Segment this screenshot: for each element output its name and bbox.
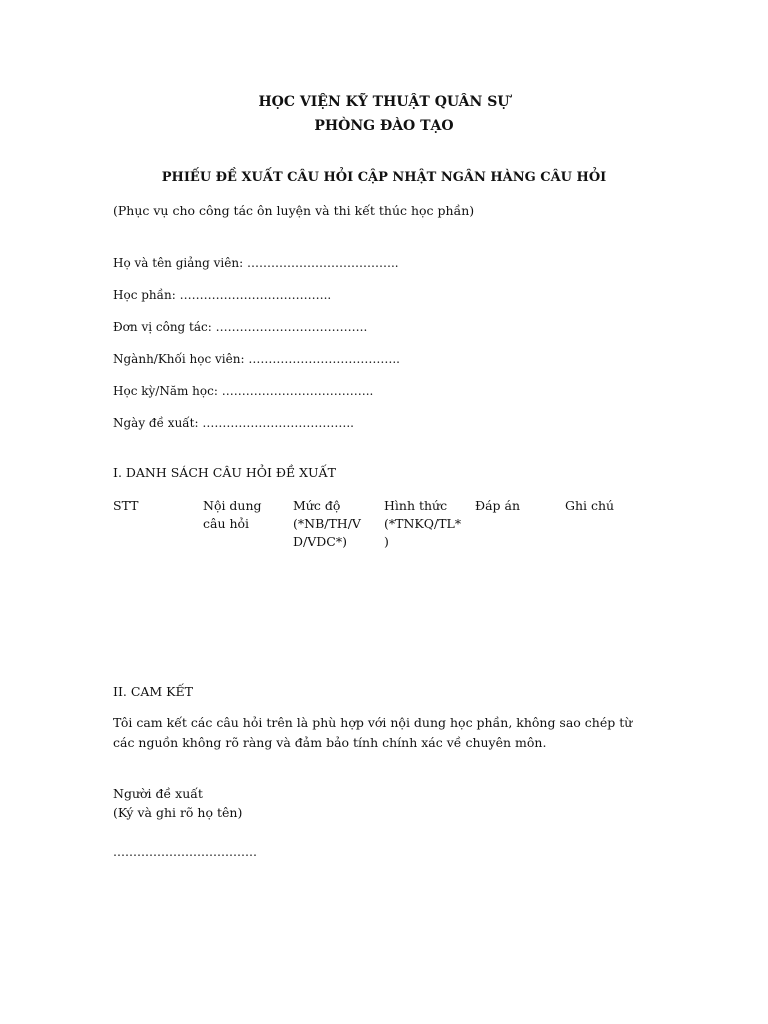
form-title: PHIẾU ĐỀ XUẤT CÂU HỎI CẬP NHẬT NGÂN HÀNG CÂU HỎI bbox=[161, 170, 607, 185]
signature-line: ……………………………… bbox=[113, 845, 257, 859]
column-header-notes bbox=[565, 497, 647, 515]
field-major bbox=[113, 352, 400, 366]
section1-heading: I. DANH SÁCH CÂU HỎI ĐỀ XUẤT bbox=[113, 465, 336, 480]
form-subtitle: (Phục vụ cho công tác ôn luyện và thi kết thúc học phần) bbox=[113, 203, 475, 218]
field-value: ……………………………….. bbox=[248, 352, 400, 366]
column-header-line: (*NB/TH/V bbox=[293, 516, 361, 531]
field-label: Họ và tên giảng viên: bbox=[113, 256, 244, 270]
column-header-line: Ghi chú bbox=[565, 498, 615, 513]
column-header-line: Đáp án bbox=[475, 498, 521, 513]
column-header-line: D/VDC*) bbox=[293, 534, 347, 549]
column-header-line: STT bbox=[113, 498, 139, 513]
field-value: ……………………………….. bbox=[202, 416, 354, 430]
section2-heading: II. CAM KẾT bbox=[113, 684, 193, 699]
field-label: Ngày đề xuất: bbox=[113, 416, 199, 430]
signature-role: Người đề xuất bbox=[113, 786, 203, 801]
field-label: Học phần: bbox=[113, 288, 176, 302]
department-name: PHÒNG ĐÀO TẠO bbox=[314, 118, 454, 134]
field-label: Ngành/Khối học viên: bbox=[113, 352, 245, 366]
column-header-level bbox=[293, 497, 375, 551]
column-header-format bbox=[384, 497, 466, 551]
column-header-line: Mức độ bbox=[293, 498, 341, 513]
field-value: ……………………………….. bbox=[246, 256, 399, 270]
column-header-line: Nội dung bbox=[203, 498, 262, 513]
field-value: ……………………………….. bbox=[215, 320, 368, 334]
field-semester bbox=[113, 384, 373, 398]
column-header-line: Hình thức bbox=[384, 498, 448, 513]
column-header-stt bbox=[113, 497, 195, 515]
column-header-answer bbox=[475, 497, 557, 515]
field-label: Đơn vị công tác: bbox=[113, 320, 212, 334]
commitment-paragraph: Tôi cam kết các câu hỏi trên là phù hợp với nội dung học phần, không sao chép từ các nguồn không rõ ràng và đảm bảo tính chính xác về chuyên môn. bbox=[113, 715, 633, 750]
column-header-line: (*TNKQ/TL* bbox=[384, 516, 462, 531]
field-proposal-date bbox=[113, 416, 354, 430]
field-lecturer-name bbox=[113, 256, 399, 270]
field-value: ……………………………….. bbox=[179, 288, 332, 302]
signature-note: (Ký và ghi rõ họ tên) bbox=[113, 805, 243, 820]
field-label: Học kỳ/Năm học: bbox=[113, 384, 218, 398]
column-header-line: ) bbox=[384, 534, 389, 549]
field-value: ……………………………….. bbox=[221, 384, 374, 398]
field-course bbox=[113, 288, 331, 302]
column-header-content bbox=[203, 497, 285, 533]
column-header-line: câu hỏi bbox=[203, 516, 250, 531]
field-unit bbox=[113, 320, 367, 334]
institution-name: HỌC VIỆN KỸ THUẬT QUÂN SỰ bbox=[258, 94, 510, 110]
